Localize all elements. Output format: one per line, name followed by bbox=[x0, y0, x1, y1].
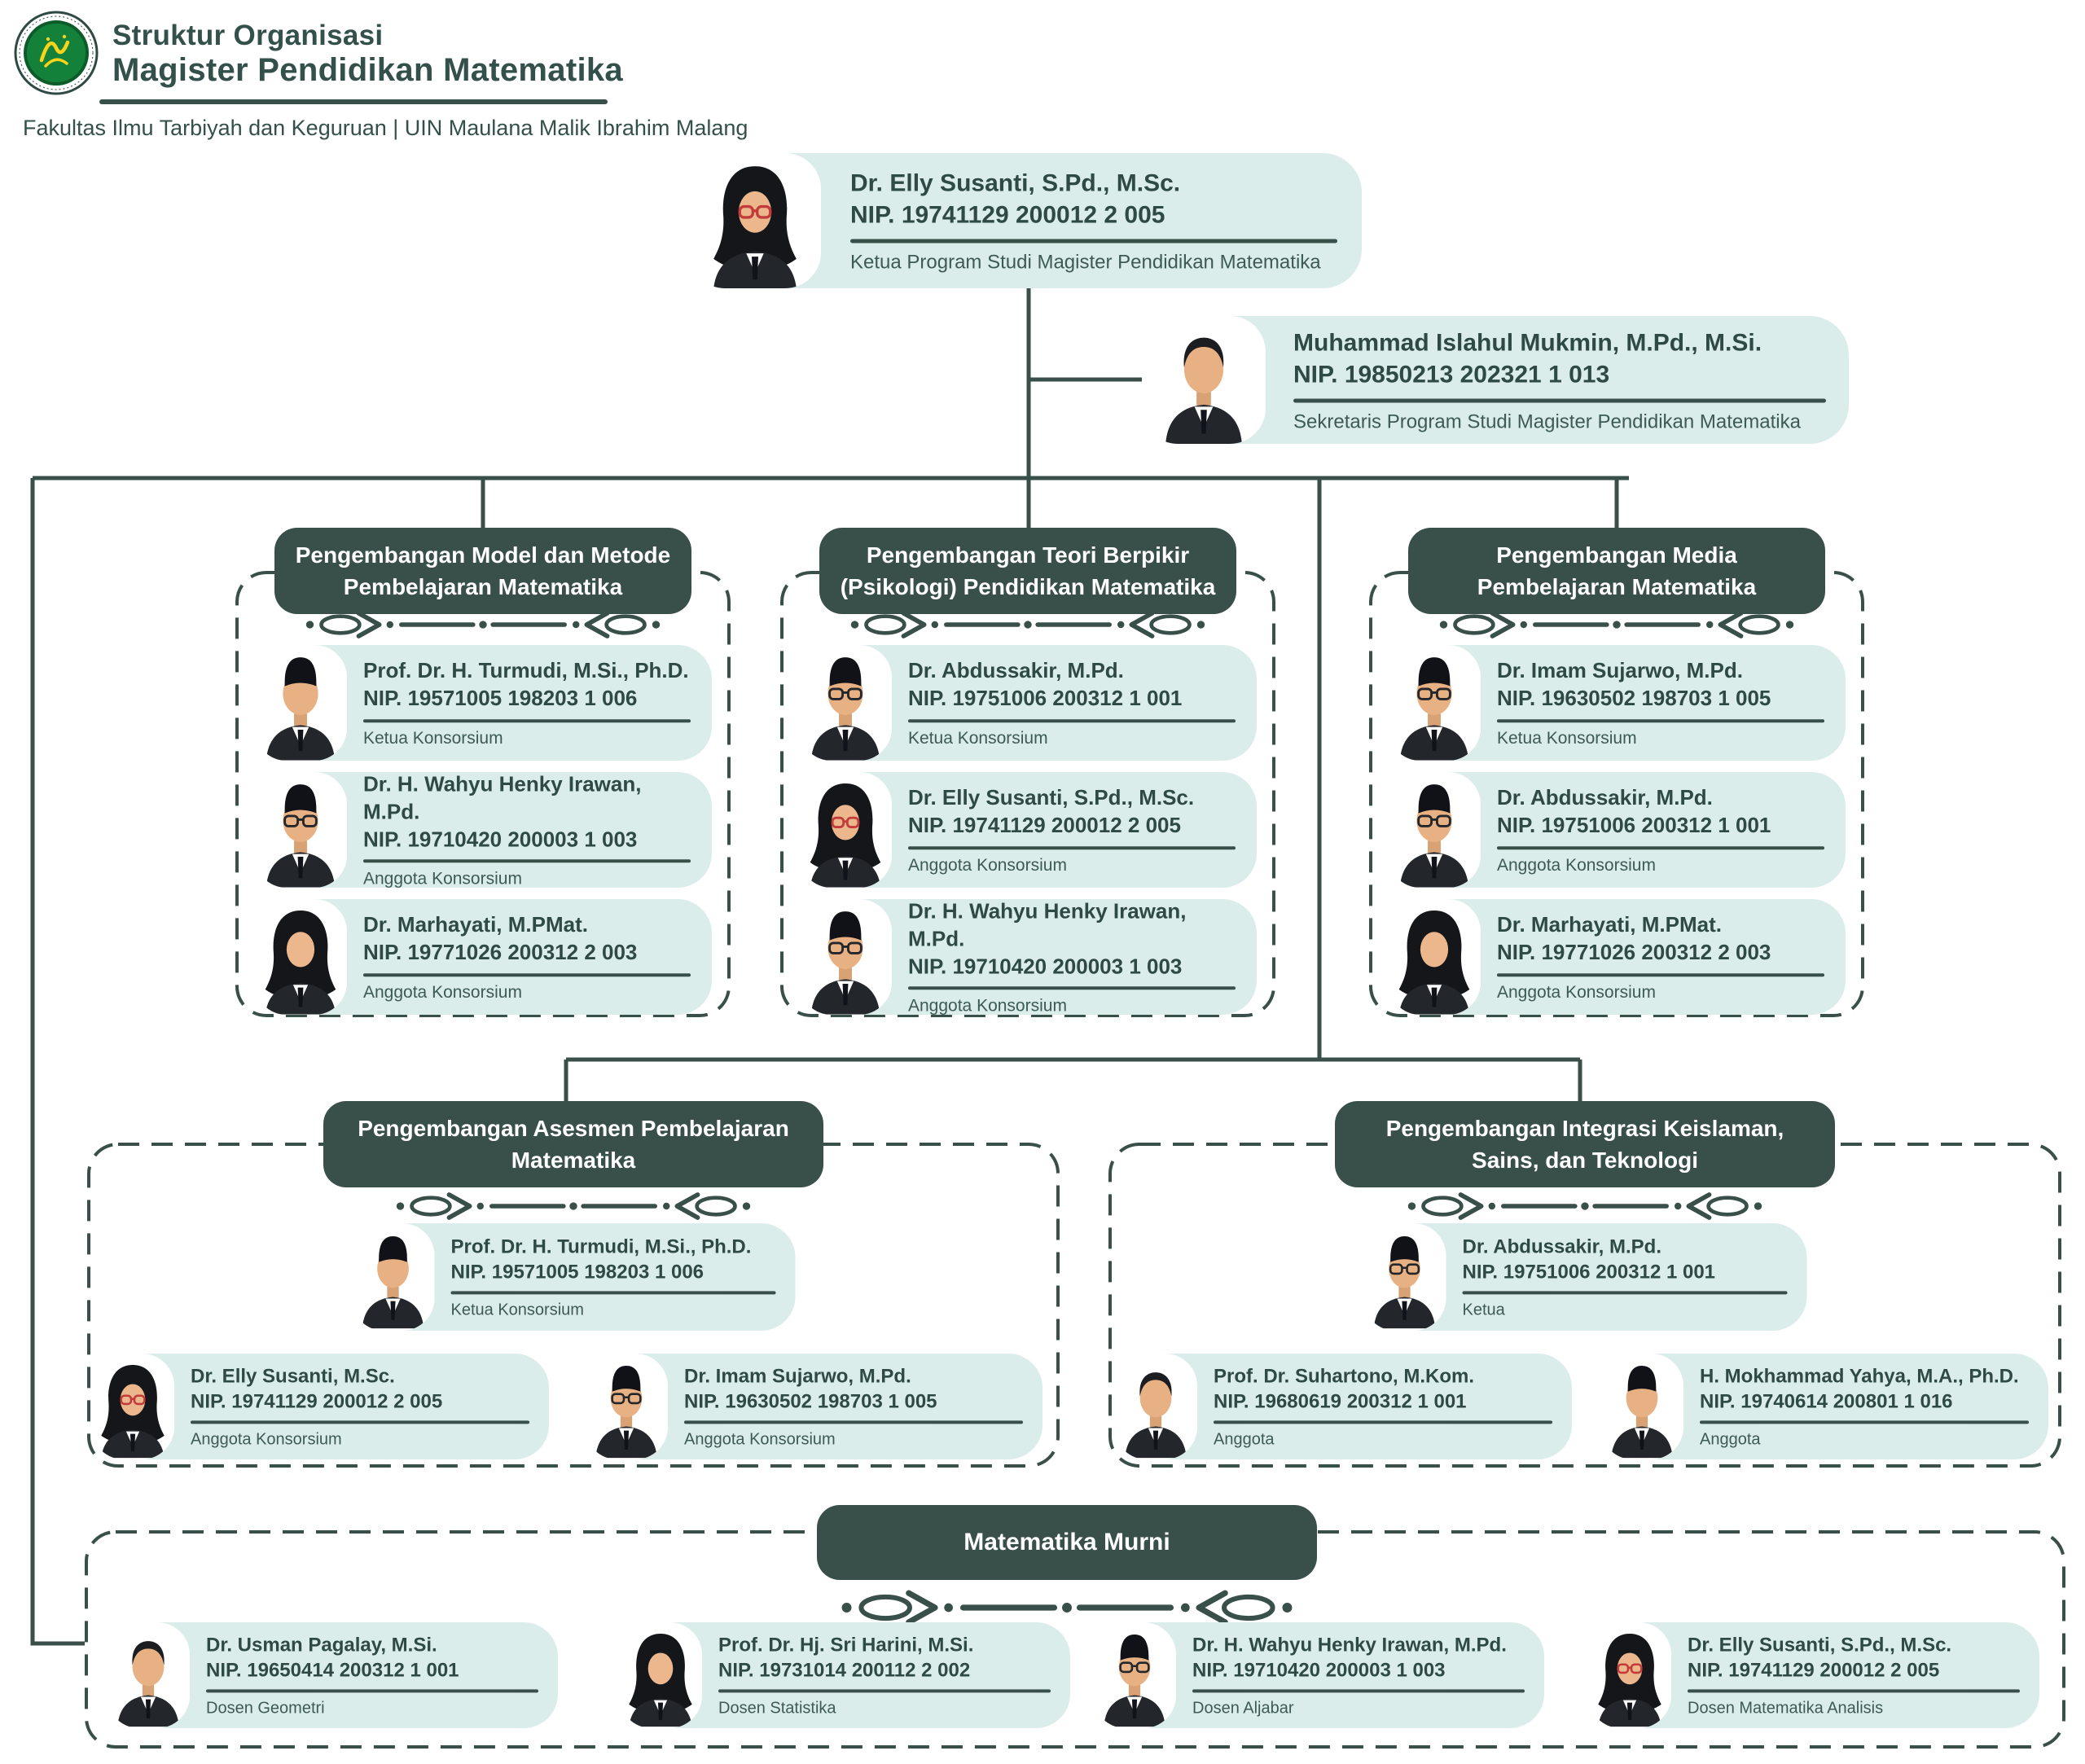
card-divider bbox=[1497, 719, 1824, 722]
divider-ornament-icon bbox=[839, 1588, 1295, 1627]
member-card bbox=[1388, 899, 1846, 1015]
person-photo bbox=[1388, 645, 1481, 761]
group-media-pembelajaran bbox=[1368, 542, 1865, 1018]
member-card bbox=[1363, 1223, 1807, 1331]
avatar-female-hijab-glasses-icon bbox=[689, 153, 821, 288]
person-nip: NIP. 19710420 200003 1 003 bbox=[908, 953, 1183, 978]
person-photo bbox=[352, 1223, 435, 1331]
group-title: Pengembangan Media Pembelajaran Matematika bbox=[1408, 528, 1825, 614]
member-card bbox=[1600, 1354, 2048, 1459]
card-divider bbox=[908, 987, 1236, 990]
person-role: Anggota Konsorsium bbox=[363, 869, 522, 889]
divider-ornament-icon bbox=[1406, 1191, 1764, 1222]
member-card bbox=[799, 899, 1257, 1015]
group-matematika-murni bbox=[84, 1529, 2066, 1749]
member-card bbox=[799, 772, 1257, 888]
avatar-male-peci-glasses-icon bbox=[799, 645, 892, 761]
person-nip: NIP. 19771026 200312 2 003 bbox=[363, 940, 638, 964]
card-divider bbox=[363, 973, 691, 976]
avatar-female-hijab-glasses-icon bbox=[1588, 1622, 1671, 1728]
person-role: Ketua Konsorsium bbox=[450, 1301, 584, 1319]
member-card bbox=[1588, 1622, 2039, 1728]
person-photo bbox=[107, 1622, 190, 1728]
person-name: Dr. Marhayati, M.PMat. bbox=[1497, 912, 1722, 937]
person-photo bbox=[254, 899, 347, 1015]
person-photo bbox=[799, 899, 892, 1015]
avatar-male-peci-icon bbox=[254, 645, 347, 761]
person-name: Dr. Abdussakir, M.Pd. bbox=[1462, 1235, 1662, 1258]
sekretaris-prodi-card bbox=[1142, 316, 1849, 444]
person-name: Dr. Usman Pagalay, M.Si. bbox=[206, 1634, 437, 1656]
person-photo bbox=[1142, 316, 1266, 444]
avatar-male-peci-glasses-icon bbox=[1093, 1622, 1176, 1728]
person-nip: NIP. 19751006 200312 1 001 bbox=[1497, 813, 1771, 837]
group-title: Pengembangan Teori Berpikir (Psikologi) Pendidikan Matematika bbox=[819, 528, 1236, 614]
page-subtitle: Fakultas Ilmu Tarbiyah dan Keguruan | UIN Maulana Malik Ibrahim Malang bbox=[23, 116, 748, 140]
member-card bbox=[619, 1622, 1070, 1728]
member-card bbox=[1388, 772, 1846, 888]
person-role: Dosen Geometri bbox=[206, 1699, 325, 1718]
avatar-female-hijab-glasses-icon bbox=[799, 772, 892, 888]
person-name: Dr. Abdussakir, M.Pd. bbox=[1497, 785, 1713, 810]
card-divider bbox=[908, 846, 1236, 849]
group-model-metode bbox=[235, 542, 731, 1018]
member-card bbox=[254, 899, 712, 1015]
person-role: Sekretaris Program Studi Magister Pendidikan Matematika bbox=[1293, 410, 1801, 432]
avatar-male-peci-icon bbox=[352, 1223, 435, 1331]
person-name: Prof. Dr. H. Turmudi, M.Si., Ph.D. bbox=[450, 1235, 752, 1258]
card-divider bbox=[1700, 1421, 2029, 1424]
person-name: Dr. Abdussakir, M.Pd. bbox=[908, 658, 1124, 683]
group-title: Pengembangan Asesmen Pembelajaran Matematika bbox=[323, 1101, 823, 1187]
person-nip: NIP. 19751006 200312 1 001 bbox=[1462, 1261, 1716, 1284]
person-nip: NIP. 19630502 198703 1 005 bbox=[1497, 686, 1771, 710]
person-photo bbox=[619, 1622, 702, 1728]
person-role: Anggota Konsorsium bbox=[908, 996, 1067, 1016]
person-name: Prof. Dr. H. Turmudi, M.Si., Ph.D. bbox=[363, 658, 689, 683]
person-photo bbox=[1388, 899, 1481, 1015]
member-card bbox=[107, 1622, 558, 1728]
person-photo bbox=[1600, 1354, 1683, 1459]
group-title: Matematika Murni bbox=[817, 1505, 1317, 1580]
person-nip: NIP. 19731014 200112 2 002 bbox=[718, 1659, 971, 1682]
person-photo bbox=[254, 645, 347, 761]
person-nip: NIP. 19741129 200012 2 005 bbox=[850, 201, 1165, 229]
group-title: Pengembangan Integrasi Keislaman, Sains, dan Teknologi bbox=[1335, 1101, 1835, 1187]
person-role: Anggota Konsorsium bbox=[363, 982, 522, 1002]
page-title-line2: Magister Pendidikan Matematika bbox=[112, 52, 623, 88]
person-role: Ketua Konsorsium bbox=[908, 728, 1048, 748]
card-divider bbox=[850, 239, 1337, 244]
person-nip: NIP. 19710420 200003 1 003 bbox=[1192, 1659, 1446, 1682]
avatar-male-peci-icon bbox=[1600, 1354, 1683, 1459]
member-card bbox=[91, 1354, 549, 1459]
card-divider bbox=[1293, 398, 1826, 402]
member-card bbox=[1388, 645, 1846, 761]
person-name: Dr. Elly Susanti, S.Pd., M.Sc. bbox=[850, 169, 1181, 197]
person-name: Dr. H. Wahyu Henky Irawan, M.Pd. bbox=[363, 771, 642, 824]
person-role: Ketua Konsorsium bbox=[363, 728, 503, 748]
person-name: Dr. Imam Sujarwo, M.Pd. bbox=[684, 1365, 911, 1388]
person-name: Dr. Elly Susanti, M.Sc. bbox=[191, 1365, 395, 1388]
person-name: Prof. Dr. Hj. Sri Harini, M.Si. bbox=[718, 1634, 974, 1656]
avatar-female-hijab-icon bbox=[619, 1622, 702, 1728]
person-nip: NIP. 19850213 202321 1 013 bbox=[1293, 361, 1610, 388]
person-photo bbox=[1588, 1622, 1671, 1728]
card-divider bbox=[1497, 973, 1824, 976]
card-divider bbox=[1192, 1690, 1525, 1693]
member-card bbox=[585, 1354, 1042, 1459]
person-name: H. Mokhammad Yahya, M.A., Ph.D. bbox=[1700, 1365, 2019, 1388]
group-asesmen bbox=[86, 1115, 1060, 1468]
person-role: Anggota bbox=[1214, 1430, 1275, 1449]
avatar-male-peci-glasses-icon bbox=[585, 1354, 668, 1459]
person-nip: NIP. 19741129 200012 2 005 bbox=[908, 813, 1181, 837]
person-nip: NIP. 19741129 200012 2 005 bbox=[191, 1390, 443, 1413]
member-card bbox=[254, 645, 712, 761]
card-divider bbox=[908, 719, 1236, 722]
group-teori-berpikir bbox=[779, 542, 1276, 1018]
person-photo bbox=[799, 645, 892, 761]
avatar-female-hijab-glasses-icon bbox=[91, 1354, 174, 1459]
group-integrasi bbox=[1108, 1115, 2062, 1468]
person-nip: NIP. 19650414 200312 1 001 bbox=[206, 1659, 459, 1682]
person-nip: NIP. 19680619 200312 1 001 bbox=[1214, 1390, 1467, 1413]
person-name: Dr. Elly Susanti, S.Pd., M.Sc. bbox=[908, 785, 1195, 810]
avatar-male-icon bbox=[107, 1622, 190, 1728]
card-divider bbox=[363, 860, 691, 863]
person-role: Anggota Konsorsium bbox=[1497, 982, 1656, 1002]
person-photo bbox=[1363, 1223, 1446, 1331]
member-card bbox=[799, 645, 1257, 761]
avatar-male-peci-glasses-icon bbox=[1388, 772, 1481, 888]
card-divider bbox=[1688, 1690, 2020, 1693]
person-nip: NIP. 19751006 200312 1 001 bbox=[908, 686, 1183, 710]
person-photo bbox=[1093, 1622, 1176, 1728]
person-nip: NIP. 19571005 198203 1 006 bbox=[363, 686, 638, 710]
person-role: Dosen Matematika Analisis bbox=[1688, 1699, 1884, 1718]
person-nip: NIP. 19741129 200012 2 005 bbox=[1688, 1659, 1940, 1682]
person-nip: NIP. 19710420 200003 1 003 bbox=[363, 826, 638, 851]
person-name: Muhammad Islahul Mukmin, M.Pd., M.Si. bbox=[1293, 329, 1762, 356]
person-role: Ketua Konsorsium bbox=[1497, 728, 1637, 748]
person-photo bbox=[799, 772, 892, 888]
avatar-male-peci-glasses-icon bbox=[254, 772, 347, 888]
card-divider bbox=[718, 1690, 1051, 1693]
member-card bbox=[1114, 1354, 1572, 1459]
avatar-male-peci-glasses-icon bbox=[799, 899, 892, 1015]
card-divider bbox=[684, 1421, 1023, 1424]
person-nip: NIP. 19771026 200312 2 003 bbox=[1497, 940, 1771, 964]
person-role: Ketua Program Studi Magister Pendidikan Matematika bbox=[850, 251, 1321, 274]
member-card bbox=[254, 772, 712, 888]
avatar-male-icon bbox=[1142, 316, 1266, 444]
person-photo bbox=[1388, 772, 1481, 888]
person-name: Dr. H. Wahyu Henky Irawan, M.Pd. bbox=[908, 898, 1187, 951]
card-divider bbox=[451, 1292, 776, 1295]
person-name: Dr. Imam Sujarwo, M.Pd. bbox=[1497, 658, 1743, 683]
member-card bbox=[1093, 1622, 1544, 1728]
card-divider bbox=[206, 1690, 538, 1693]
card-divider bbox=[1463, 1292, 1788, 1295]
group-title: Pengembangan Model dan Metode Pembelajaran Matematika bbox=[274, 528, 691, 614]
card-divider bbox=[191, 1421, 529, 1424]
page-title-line1: Struktur Organisasi bbox=[112, 20, 384, 51]
ketua-prodi-card bbox=[689, 153, 1362, 288]
person-name: Dr. Elly Susanti, S.Pd., M.Sc. bbox=[1688, 1634, 1952, 1656]
person-role: Anggota bbox=[1700, 1430, 1761, 1449]
person-photo bbox=[689, 153, 821, 288]
person-role: Anggota Konsorsium bbox=[684, 1430, 836, 1449]
person-role: Ketua bbox=[1462, 1301, 1505, 1319]
person-role: Anggota Konsorsium bbox=[191, 1430, 342, 1449]
person-nip: NIP. 19740614 200801 1 016 bbox=[1700, 1390, 1953, 1413]
divider-ornament-icon bbox=[394, 1191, 753, 1222]
person-nip: NIP. 19630502 198703 1 005 bbox=[684, 1390, 937, 1413]
person-name: Dr. Marhayati, M.PMat. bbox=[363, 912, 588, 937]
avatar-male-peci-glasses-icon bbox=[1363, 1223, 1446, 1331]
avatar-female-hijab-icon bbox=[254, 899, 347, 1015]
person-photo bbox=[585, 1354, 668, 1459]
person-name: Dr. H. Wahyu Henky Irawan, M.Pd. bbox=[1192, 1634, 1507, 1656]
person-photo bbox=[91, 1354, 174, 1459]
avatar-female-hijab-icon bbox=[1388, 899, 1481, 1015]
card-divider bbox=[1497, 846, 1824, 849]
person-role: Dosen Statistika bbox=[718, 1699, 836, 1718]
avatar-male-peci-glasses-icon bbox=[1388, 645, 1481, 761]
person-role: Dosen Aljabar bbox=[1192, 1699, 1294, 1718]
card-divider bbox=[1214, 1421, 1552, 1424]
person-role: Anggota Konsorsium bbox=[908, 855, 1067, 875]
person-name: Prof. Dr. Suhartono, M.Kom. bbox=[1214, 1365, 1475, 1388]
avatar-male-icon bbox=[1114, 1354, 1197, 1459]
person-photo bbox=[1114, 1354, 1197, 1459]
card-divider bbox=[363, 719, 691, 722]
member-card bbox=[352, 1223, 796, 1331]
person-photo bbox=[254, 772, 347, 888]
person-role: Anggota Konsorsium bbox=[1497, 855, 1656, 875]
person-nip: NIP. 19571005 198203 1 006 bbox=[450, 1261, 705, 1284]
